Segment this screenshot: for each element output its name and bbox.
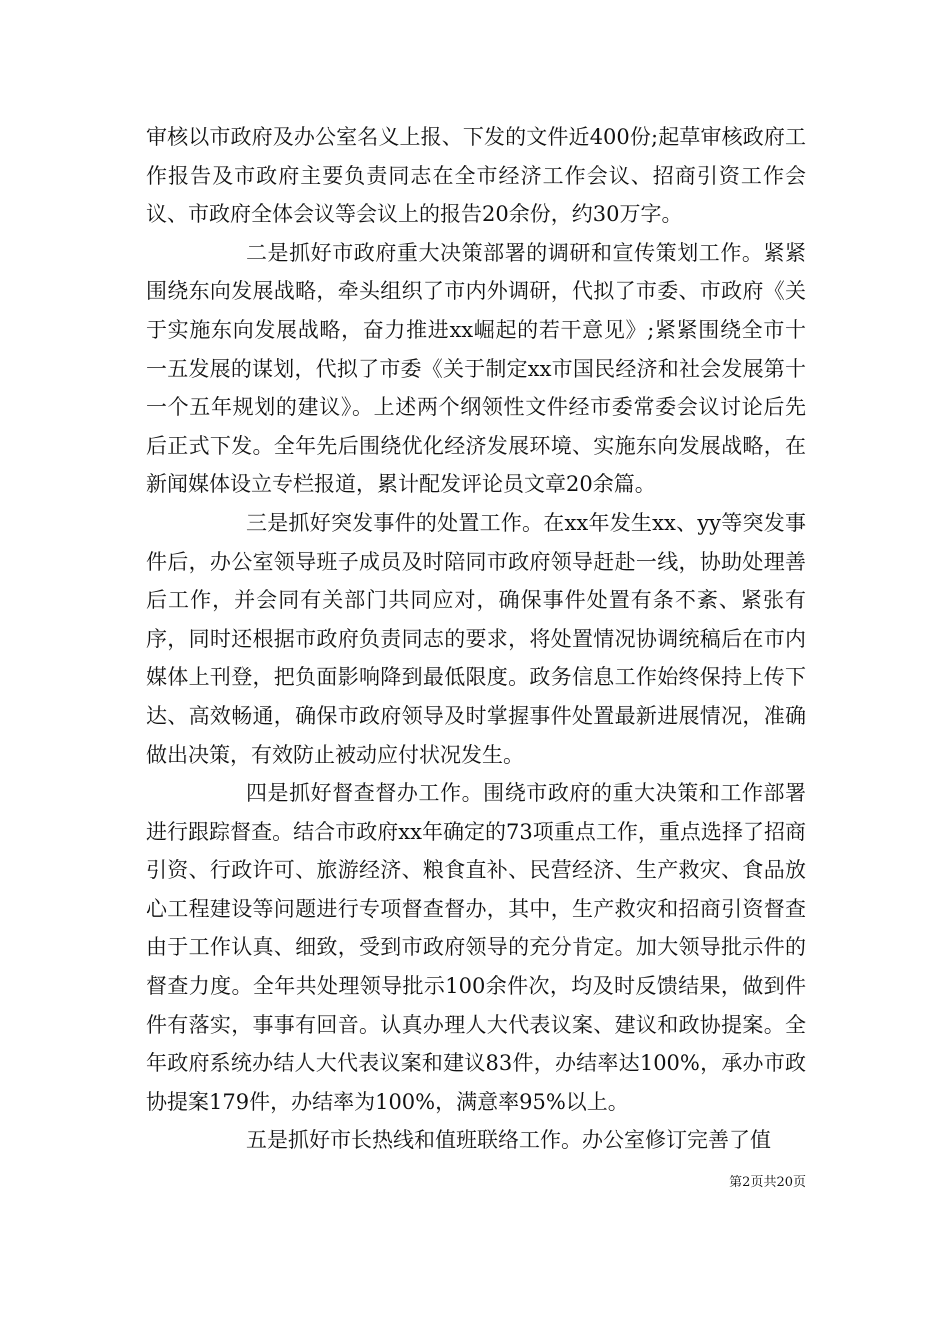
page-number-footer: 第2页共20页 bbox=[729, 1175, 806, 1190]
paragraph-5: 五是抓好市长热线和值班联络工作。办公室修订完善了值 bbox=[246, 1128, 771, 1153]
paragraph-4: 四是抓好督查督办工作。围绕市政府的重大决策和工作部署进行跟踪督查。结合市政府xx年确定的73项重点工作，重点选择了招商引资、行政许可、旅游经济、粮食直补、民营经济、生产救灾、食品放心工程建设等问题进行专项督查督办，其中，生产救灾和招商引资督查由于工作认真、细致，受到市政府领导的充分肯定。加大领导批示件的督查力度。全年共处理领导批示100余件次，均及时反馈结果，做到件件有落实，事事有回音。认真办理人大代表议案、建议和政协提案。全年政府系统办结人大代表议案和建议83件，办结率达100%，承办市政协提案179件，办结率为100%，满意率95%以上。 bbox=[146, 781, 806, 1114]
paragraph-2: 二是抓好市政府重大决策部署的调研和宣传策划工作。紧紧围绕东向发展战略，牵头组织了市内外调研，代拟了市委、市政府《关于实施东向发展战略，奋力推进xx崛起的若干意见》;紧紧围绕全市十一五发展的谋划，代拟了市委《关于制定xx市国民经济和社会发展第十一个五年规划的建议》。上述两个纲领性文件经市委常委会议讨论后先后正式下发。全年先后围绕优化经济发展环境、实施东向发展战略，在新闻媒体设立专栏报道，累计配发评论员文章20余篇。 bbox=[146, 240, 806, 497]
paragraph-1: 审核以市政府及办公室名义上报、下发的文件近400份;起草审核政府工作报告及市政府主要负责同志在全市经济工作会议、招商引资工作会议、市政府全体会议等会议上的报告20余份，约30万字。 bbox=[146, 125, 806, 227]
document-body bbox=[146, 118, 806, 1160]
paragraph-3: 三是抓好突发事件的处置工作。在xx年发生xx、yy等突发事件后，办公室领导班子成员及时陪同市政府领导赶赴一线，协助处理善后工作，并会同有关部门共同应对，确保事件处置有条不紊、紧张有序，同时还根据市政府负责同志的要求，将处置情况协调统稿后在市内媒体上刊登，把负面影响降到最低限度。政务信息工作始终保持上传下达、高效畅通，确保市政府领导及时掌握事件处置最新进展情况，准确做出决策，有效防止被动应付状况发生。 bbox=[146, 510, 806, 767]
